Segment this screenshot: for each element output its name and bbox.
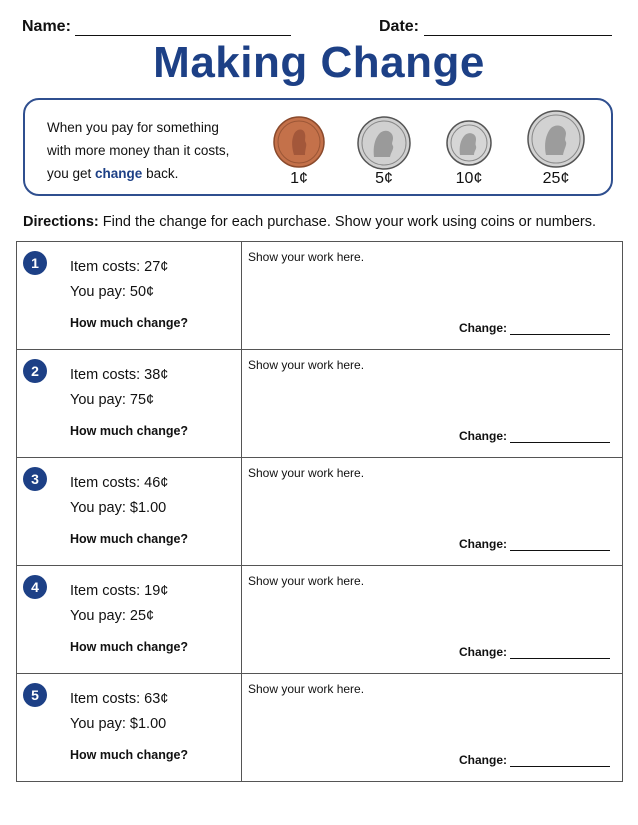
change-answer-field[interactable] <box>510 658 610 659</box>
work-area[interactable] <box>242 674 623 782</box>
directions <box>23 214 596 230</box>
change-label: Change: <box>459 753 507 767</box>
directions-label: Directions: <box>23 214 99 230</box>
info-line-3 <box>47 162 257 185</box>
date-label: Date: <box>379 18 420 35</box>
show-work-label: Show your work here. <box>248 250 365 264</box>
work-area[interactable] <box>242 350 623 458</box>
page-title: Making Change <box>153 38 485 87</box>
how-much-prompt: How much change? <box>70 532 189 546</box>
problem-row <box>17 566 623 674</box>
name-label: Name: <box>22 18 71 35</box>
change-keyword: change <box>95 166 143 181</box>
nickel-icon <box>356 115 412 171</box>
coin-label-penny: 1¢ <box>290 170 308 187</box>
coin-label-nickel: 5¢ <box>375 170 393 187</box>
work-area[interactable] <box>242 242 623 350</box>
problem-info-cell <box>17 242 242 350</box>
item-cost: Item costs: 19¢ <box>70 583 169 599</box>
change-label: Change: <box>459 429 507 443</box>
change-answer-field[interactable] <box>510 550 610 551</box>
problem-row <box>17 350 623 458</box>
problem-row <box>17 242 623 350</box>
how-much-prompt: How much change? <box>70 424 189 438</box>
date-field[interactable] <box>424 35 612 36</box>
info-line-3-post: back. <box>142 166 179 181</box>
how-much-prompt: How much change? <box>70 640 189 654</box>
problem-info-cell <box>17 350 242 458</box>
coin-label-dime: 10¢ <box>455 170 483 187</box>
quarter-icon <box>526 109 586 169</box>
dime-icon <box>445 119 493 167</box>
name-field[interactable] <box>75 35 291 36</box>
change-answer-field[interactable] <box>510 766 610 767</box>
info-line-2: with more money than it costs, <box>47 143 230 158</box>
amount-paid: You pay: 50¢ <box>70 284 155 300</box>
item-cost: Item costs: 27¢ <box>70 259 169 275</box>
info-text <box>47 116 257 185</box>
show-work-label: Show your work here. <box>248 682 365 696</box>
item-cost: Item costs: 38¢ <box>70 367 169 383</box>
item-cost: Item costs: 63¢ <box>70 691 169 707</box>
problem-number-badge: 2 <box>23 359 47 383</box>
how-much-prompt: How much change? <box>70 316 189 330</box>
amount-paid: You pay: $1.00 <box>70 716 167 732</box>
problem-number-badge: 1 <box>23 251 47 275</box>
coin-label-quarter: 25¢ <box>542 170 570 187</box>
item-cost: Item costs: 46¢ <box>70 475 169 491</box>
penny-icon <box>272 115 326 169</box>
show-work-label: Show your work here. <box>248 358 365 372</box>
problem-number-badge: 5 <box>23 683 47 707</box>
how-much-prompt: How much change? <box>70 748 189 762</box>
work-area[interactable] <box>242 566 623 674</box>
work-area[interactable] <box>242 458 623 566</box>
problem-info-cell <box>17 566 242 674</box>
amount-paid: You pay: 75¢ <box>70 392 155 408</box>
info-line-3-pre: you get <box>47 166 96 181</box>
show-work-label: Show your work here. <box>248 466 365 480</box>
change-answer-field[interactable] <box>510 334 610 335</box>
amount-paid: You pay: $1.00 <box>70 500 167 516</box>
problems-table <box>16 241 623 782</box>
change-label: Change: <box>459 321 507 335</box>
change-label: Change: <box>459 537 507 551</box>
change-label: Change: <box>459 645 507 659</box>
problem-info-cell <box>17 458 242 566</box>
directions-text: Find the change for each purchase. Show your work using coins or numbers. <box>98 214 597 230</box>
problem-number-badge: 4 <box>23 575 47 599</box>
change-answer-field[interactable] <box>510 442 610 443</box>
show-work-label: Show your work here. <box>248 574 365 588</box>
problem-info-cell <box>17 674 242 782</box>
problem-number-badge: 3 <box>23 467 47 491</box>
info-box <box>23 98 613 196</box>
amount-paid: You pay: 25¢ <box>70 608 155 624</box>
problem-row <box>17 674 623 782</box>
problem-row <box>17 458 623 566</box>
info-line-1: When you pay for something <box>47 120 219 135</box>
